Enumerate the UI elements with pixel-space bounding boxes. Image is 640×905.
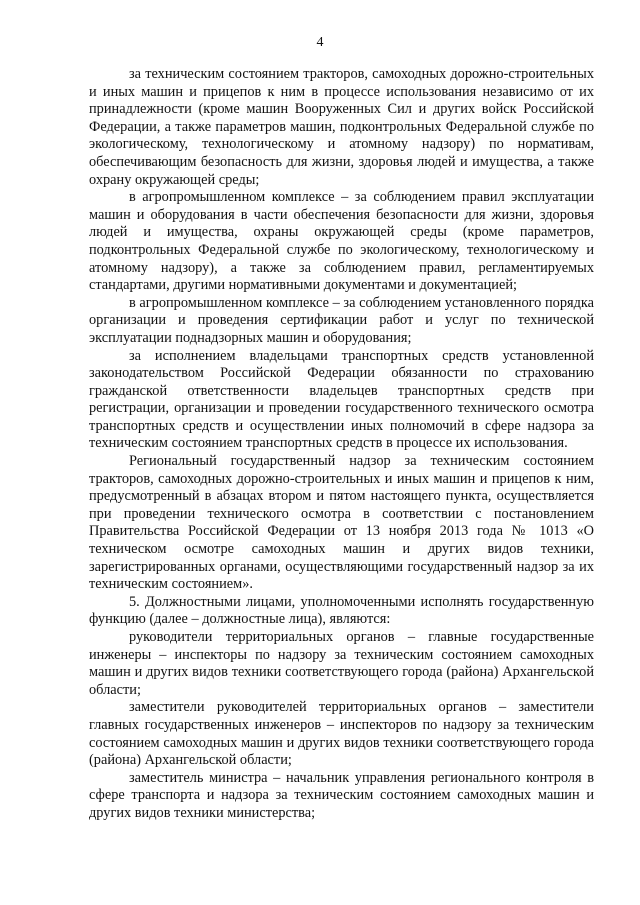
paragraph: Региональный государственный надзор за техническим состоянием тракторов, самоходных дорожно-строительных и иных машин и прицепов к ним, предусмотренный в абзацах втором и пятом настоящего пункта, осуществляется при проведении технического осмотра в соответствии с постановлением Правительства Российской Федерации от 13 ноября 2013 года № 1013 «О техническом осмотре самоходных машин и других видов техники, зарегистрированных органами, осуществляющими государственный надзор за их техническим состоянием».	[89, 453, 594, 593]
paragraph: заместитель министра – начальник управления регионального контроля в сфере транспорта и надзора за техническим состоянием самоходных машин и других видов техники министерства;	[89, 769, 594, 821]
paragraph: 5. Должностными лицами, уполномоченными исполнять государственную функцию (далее – должностные лица), являются:	[89, 593, 594, 628]
paragraph: в агропромышленном комплексе – за соблюдением правил эксплуатации машин и оборудования в части обеспечения безопасности для жизни, здоровья людей и имущества, охраны окружающей среды (кроме параметров, подконтрольных Федеральной службе по экологическому, технологическому и атомному надзору), а также за соблюдением правил, регламентируемых стандартами, другими нормативными документами и документацией;	[89, 189, 594, 294]
paragraph: руководители территориальных органов – главные государственные инженеры – инспекторы по надзору за техническим состоянием самоходных машин и других видов техники соответствующего города (района) Архангельской области;	[89, 629, 594, 698]
paragraph: заместители руководителей территориальных органов – заместители главных государственных инженеров – инспекторов по надзору за техническим состоянием самоходных машин и других видов техники соответствующего города (района) Архангельской области;	[89, 699, 594, 769]
document-body	[89, 66, 594, 823]
page-number: 4	[316, 35, 324, 50]
paragraph: за исполнением владельцами транспортных средств установленной законодательством Российской Федерации обязанности по страхованию гражданской ответственности владельцев транспортных средств при регистрации, организации и проведении государственного технического осмотра транспортных средств и осуществлении иных полномочий в сфере надзора за техническим состоянием транспортных средств в процессе их использования.	[89, 347, 594, 452]
paragraph: в агропромышленном комплексе – за соблюдением установленного порядка организации и проведения сертификации работ и услуг по технической эксплуатации поднадзорных машин и оборудования;	[89, 294, 594, 346]
paragraph: за техническим состоянием тракторов, самоходных дорожно-строительных и иных машин и прицепов к ним в процессе использования независимо от их принадлежности (кроме машин Вооруженных Сил и других войск Российской Федерации, а также параметров машин, подконтрольных Федеральной службе по экологическому, технологическому и атомному надзору) по нормативам, обеспечивающим безопасность для жизни, здоровья людей и имущества, а также охрану окружающей среды;	[89, 66, 594, 188]
